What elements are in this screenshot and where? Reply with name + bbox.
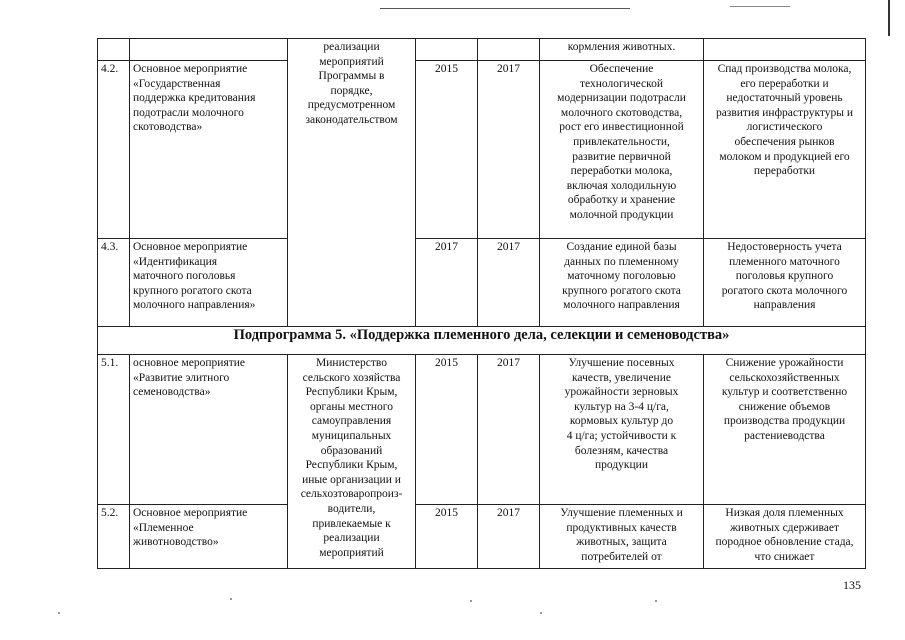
end-year-cell <box>478 39 540 61</box>
num-cell <box>98 39 130 61</box>
consequence: Недостоверность учета племенного маточного поголовья крупного рогатого скота молочного направления <box>704 239 866 327</box>
consequence: Низкая доля племенных животных сдерживает породное обновление стада, что снижает <box>704 505 866 569</box>
row-number: 4.3. <box>98 239 130 327</box>
top-hairline <box>380 8 630 9</box>
name-cell <box>130 39 288 61</box>
measure-name: Основное мероприятие «Племенное животноводство» <box>130 505 288 569</box>
result-cell: кормления животных. <box>540 39 704 61</box>
end-year: 2017 <box>478 505 540 569</box>
end-year: 2017 <box>478 239 540 327</box>
subprogram-title: Подпрограмма 5. «Поддержка племенного дела, селекции и семеноводства» <box>98 327 866 355</box>
measure-name: Основное мероприятие «Государственная поддержка кредитования подотрасли молочного скотоводства» <box>130 61 288 239</box>
measure-name: Основное мероприятие «Идентификация маточного поголовья крупного рогатого скота молочного направления» <box>130 239 288 327</box>
table-row <box>98 355 866 505</box>
table-row <box>98 505 866 569</box>
right-edge-mark <box>888 0 890 36</box>
start-year: 2017 <box>416 239 478 327</box>
scan-dot <box>540 612 542 614</box>
consequence-cell <box>704 39 866 61</box>
table-row <box>98 239 866 327</box>
executor-cell: реализации мероприятий Программы в порядке, предусмотренном законодательством <box>288 39 416 327</box>
start-year: 2015 <box>416 505 478 569</box>
page-number: 135 <box>843 578 861 592</box>
scan-dot <box>655 600 657 602</box>
expected-result: Улучшение посевных качеств, увеличение урожайности зерновых культур на 3-4 ц/га, кормовых культур до 4 ц/га; устойчивости к болезням, качества продукции <box>540 355 704 505</box>
scan-dot <box>230 598 232 600</box>
end-year: 2017 <box>478 61 540 239</box>
consequence: Спад производства молока, его переработки и недостаточный уровень развития инфраструктуры и логистического обеспечения рынков молоком и продукцией его переработки <box>704 61 866 239</box>
table-row <box>98 39 866 61</box>
end-year: 2017 <box>478 355 540 505</box>
consequence: Снижение урожайности сельскохозяйственных культур и соответственно снижение объемов производства продукции растениеводства <box>704 355 866 505</box>
row-number: 5.1. <box>98 355 130 505</box>
expected-result: Улучшение племенных и продуктивных качеств животных, защита потребителей от <box>540 505 704 569</box>
start-year: 2015 <box>416 355 478 505</box>
scan-dot <box>58 612 60 614</box>
table-row <box>98 61 866 239</box>
measure-name: основное мероприятие «Развитие элитного семеноводства» <box>130 355 288 505</box>
row-number: 4.2. <box>98 61 130 239</box>
scan-dot <box>470 600 472 602</box>
row-number: 5.2. <box>98 505 130 569</box>
top-hairline-right <box>730 6 790 7</box>
subprogram-heading-row <box>98 327 866 355</box>
program-measures-table <box>97 38 866 569</box>
expected-result: Создание единой базы данных по племенному маточному поголовью крупного рогатого скота молочного направления <box>540 239 704 327</box>
executor-cell: Министерство сельского хозяйства Республики Крым, органы местного самоуправления муниципальных образований Республики Крым, иные организации и сельхозтоваропроиз- водители, привлекаемые к реализации мероприятий <box>288 355 416 569</box>
expected-result: Обеспечение технологической модернизации подотрасли молочного скотоводства, рост его инвестиционной привлекательности, развитие первичной переработки молока, включая холодильную обработку и хранение молочной продукции <box>540 61 704 239</box>
start-year: 2015 <box>416 61 478 239</box>
start-year-cell <box>416 39 478 61</box>
